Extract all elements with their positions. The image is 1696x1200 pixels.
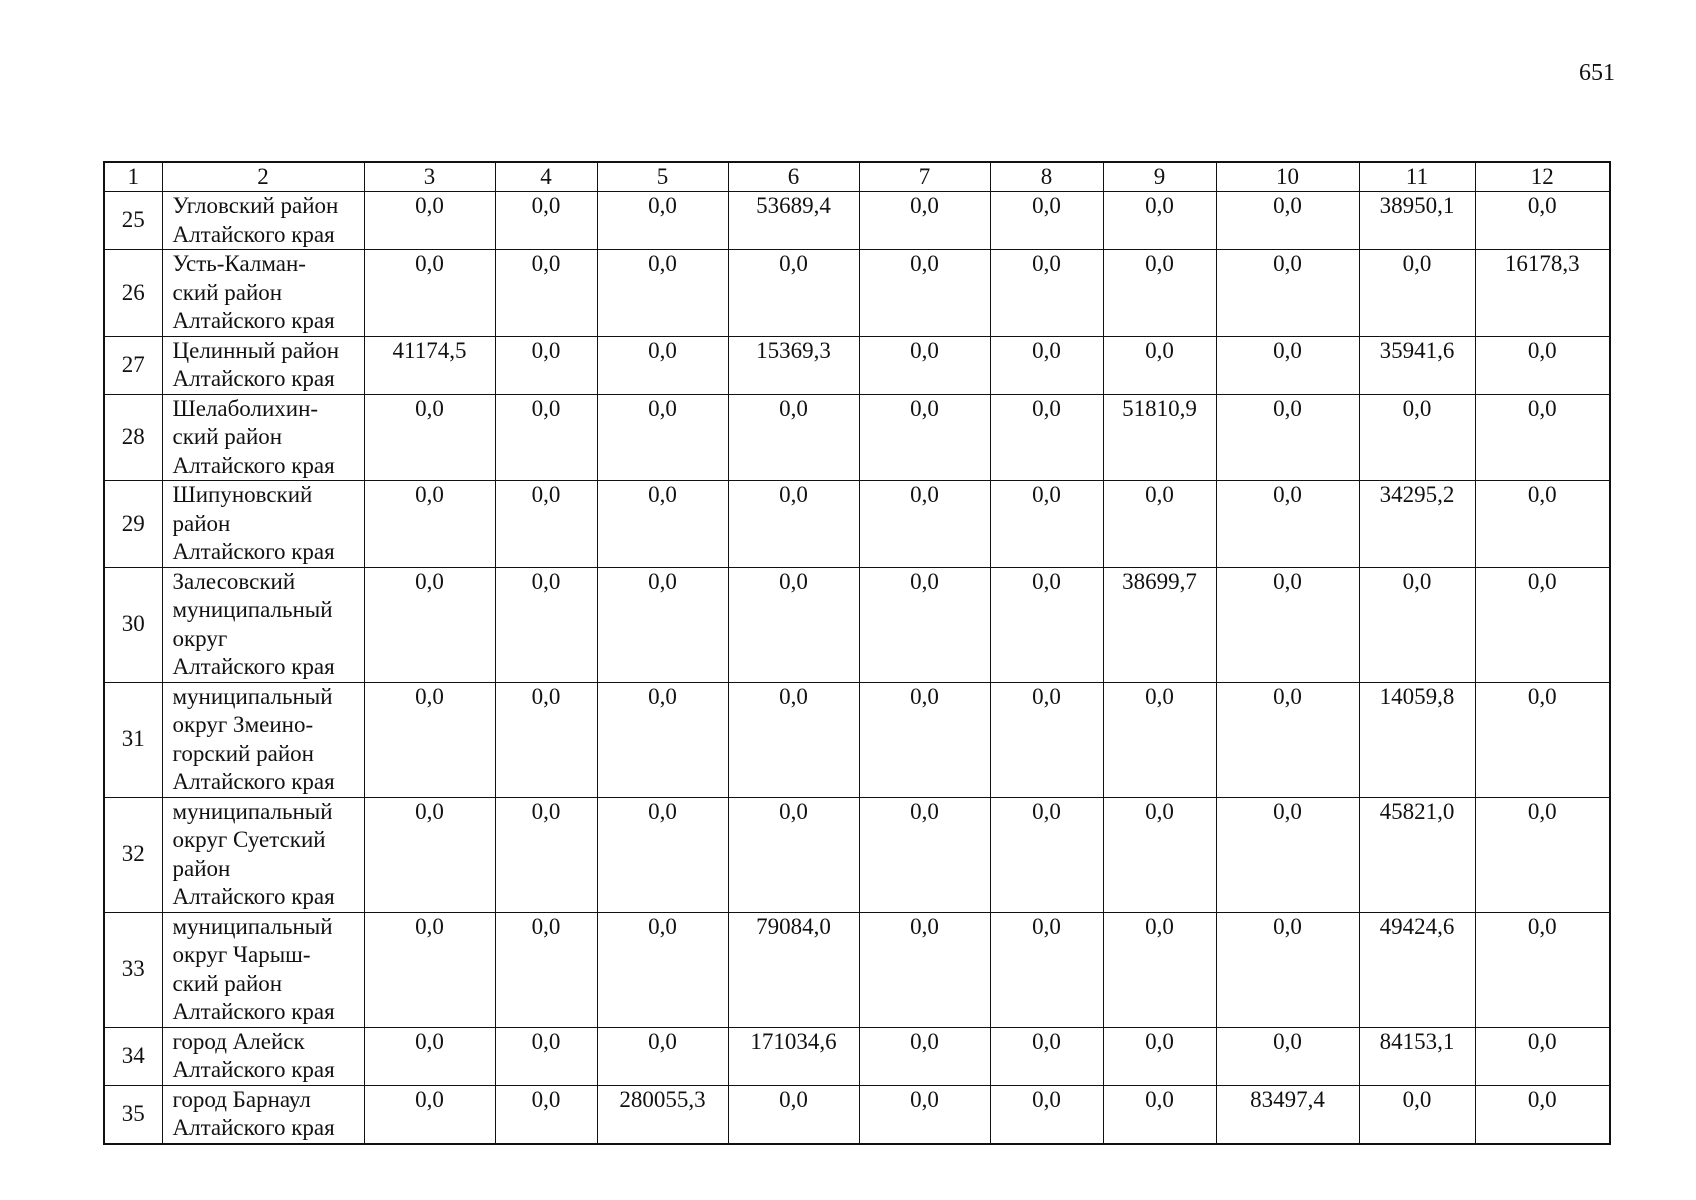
row-number: 25: [104, 192, 162, 250]
value-cell-col-3: 0,0: [364, 797, 495, 912]
value-cell-col-11: 84153,1: [1359, 1027, 1475, 1085]
value-cell-col-11: 0,0: [1359, 250, 1475, 337]
value-cell-col-8: 0,0: [990, 567, 1103, 682]
row-name-line: Алтайского края: [172, 221, 335, 247]
row-name-line: Алтайского края: [172, 366, 335, 391]
row-name: [162, 797, 364, 912]
row-name-line: Шипуновский: [172, 482, 313, 507]
column-header-9: 9: [1103, 162, 1216, 192]
value-cell-col-6: 0,0: [728, 394, 859, 481]
value-cell-col-7: 0,0: [859, 250, 990, 337]
data-table: [103, 161, 1611, 1145]
row-number: 33: [104, 912, 162, 1027]
value-cell-col-7: 0,0: [859, 481, 990, 568]
column-header-6: 6: [728, 162, 859, 192]
value-cell-col-6: 0,0: [728, 250, 859, 337]
value-cell-col-9: 0,0: [1103, 912, 1216, 1027]
value-cell-col-8: 0,0: [990, 912, 1103, 1027]
row-name-line: округ: [172, 625, 228, 651]
value-cell-col-8: 0,0: [990, 192, 1103, 250]
value-cell-col-5: 0,0: [597, 567, 728, 682]
value-cell-col-12: 0,0: [1475, 1027, 1610, 1085]
value-cell-col-8: 0,0: [990, 481, 1103, 568]
value-cell-col-10: 0,0: [1216, 336, 1359, 394]
value-cell-col-4: 0,0: [495, 192, 597, 250]
value-cell-col-4: 0,0: [495, 912, 597, 1027]
row-name: [162, 682, 364, 797]
column-header-7: 7: [859, 162, 990, 192]
value-cell-col-12: 0,0: [1475, 394, 1610, 481]
value-cell-col-6: 79084,0: [728, 912, 859, 1027]
value-cell-col-11: 0,0: [1359, 567, 1475, 682]
row-name-line: Алтайского края: [172, 308, 335, 333]
column-header-2: 2: [162, 162, 364, 192]
value-cell-col-6: 0,0: [728, 1085, 859, 1144]
row-number: 29: [104, 481, 162, 568]
row-name-line: муниципальный: [172, 913, 333, 939]
row-name-line: Алтайского края: [172, 884, 335, 909]
value-cell-col-6: 0,0: [728, 481, 859, 568]
value-cell-col-4: 0,0: [495, 567, 597, 682]
value-cell-col-10: 0,0: [1216, 567, 1359, 682]
table-row: [104, 394, 1610, 481]
value-cell-col-8: 0,0: [990, 1085, 1103, 1144]
value-cell-col-5: 280055,3: [597, 1085, 728, 1144]
table-row: [104, 250, 1610, 337]
value-cell-col-9: 0,0: [1103, 250, 1216, 337]
value-cell-col-5: 0,0: [597, 250, 728, 337]
value-cell-col-12: 0,0: [1475, 682, 1610, 797]
value-cell-col-8: 0,0: [990, 336, 1103, 394]
table-row: [104, 481, 1610, 568]
value-cell-col-11: 49424,6: [1359, 912, 1475, 1027]
row-name-line: Угловский район: [172, 193, 339, 218]
value-cell-col-4: 0,0: [495, 1027, 597, 1085]
row-name-line: округ Чарыш-: [172, 942, 311, 967]
value-cell-col-9: 0,0: [1103, 481, 1216, 568]
row-name-line: Шелаболихин-: [172, 395, 319, 421]
value-cell-col-3: 41174,5: [364, 336, 495, 394]
value-cell-col-10: 0,0: [1216, 192, 1359, 250]
value-cell-col-3: 0,0: [364, 567, 495, 682]
table-row: [104, 1085, 1610, 1144]
column-header-5: 5: [597, 162, 728, 192]
table-row: [104, 1027, 1610, 1085]
value-cell-col-8: 0,0: [990, 682, 1103, 797]
column-header-1: 1: [104, 162, 162, 192]
value-cell-col-5: 0,0: [597, 1027, 728, 1085]
row-name-line: муниципальный: [172, 597, 333, 622]
value-cell-col-12: 0,0: [1475, 336, 1610, 394]
row-name-line: город Барнаул: [172, 1086, 311, 1112]
value-cell-col-4: 0,0: [495, 1085, 597, 1144]
value-cell-col-3: 0,0: [364, 192, 495, 250]
value-cell-col-12: 0,0: [1475, 1085, 1610, 1144]
value-cell-col-3: 0,0: [364, 1085, 495, 1144]
value-cell-col-11: 45821,0: [1359, 797, 1475, 912]
value-cell-col-6: 15369,3: [728, 336, 859, 394]
value-cell-col-7: 0,0: [859, 567, 990, 682]
row-number: 31: [104, 682, 162, 797]
value-cell-col-9: 0,0: [1103, 1085, 1216, 1144]
row-name: [162, 567, 364, 682]
value-cell-col-4: 0,0: [495, 336, 597, 394]
column-header-3: 3: [364, 162, 495, 192]
value-cell-col-11: 0,0: [1359, 1085, 1475, 1144]
row-name-line: город Алейск: [172, 1028, 305, 1054]
value-cell-col-3: 0,0: [364, 250, 495, 337]
value-cell-col-4: 0,0: [495, 797, 597, 912]
row-name-line: горский район: [172, 740, 314, 766]
row-name: [162, 1085, 364, 1144]
row-number: 28: [104, 394, 162, 481]
value-cell-col-11: 14059,8: [1359, 682, 1475, 797]
value-cell-col-5: 0,0: [597, 912, 728, 1027]
row-name-line: муниципальный: [172, 683, 333, 709]
value-cell-col-5: 0,0: [597, 797, 728, 912]
row-number: 32: [104, 797, 162, 912]
row-number: 30: [104, 567, 162, 682]
value-cell-col-8: 0,0: [990, 797, 1103, 912]
value-cell-col-12: 0,0: [1475, 912, 1610, 1027]
value-cell-col-9: 0,0: [1103, 192, 1216, 250]
table-row: [104, 567, 1610, 682]
value-cell-col-8: 0,0: [990, 250, 1103, 337]
value-cell-col-7: 0,0: [859, 797, 990, 912]
row-number: 34: [104, 1027, 162, 1085]
value-cell-col-8: 0,0: [990, 394, 1103, 481]
value-cell-col-10: 0,0: [1216, 1027, 1359, 1085]
table-row: [104, 912, 1610, 1027]
row-name-line: Залесовский: [172, 568, 296, 594]
value-cell-col-10: 0,0: [1216, 394, 1359, 481]
row-name-line: округ Змеино-: [172, 712, 314, 737]
table-row: [104, 797, 1610, 912]
row-number: 26: [104, 250, 162, 337]
value-cell-col-3: 0,0: [364, 682, 495, 797]
value-cell-col-7: 0,0: [859, 336, 990, 394]
value-cell-col-6: 0,0: [728, 682, 859, 797]
table-row: [104, 336, 1610, 394]
value-cell-col-6: 0,0: [728, 797, 859, 912]
value-cell-col-10: 0,0: [1216, 797, 1359, 912]
page-number: 651: [1579, 60, 1615, 86]
value-cell-col-6: 53689,4: [728, 192, 859, 250]
value-cell-col-5: 0,0: [597, 336, 728, 394]
value-cell-col-5: 0,0: [597, 192, 728, 250]
row-name-line: Алтайского края: [172, 452, 335, 478]
row-name: [162, 912, 364, 1027]
value-cell-col-10: 0,0: [1216, 682, 1359, 797]
column-header-12: 12: [1475, 162, 1610, 192]
value-cell-col-6: 171034,6: [728, 1027, 859, 1085]
row-name-line: Алтайского края: [172, 999, 335, 1024]
row-name-line: Алтайского края: [172, 654, 335, 679]
value-cell-col-12: 0,0: [1475, 192, 1610, 250]
value-cell-col-12: 0,0: [1475, 481, 1610, 568]
row-name-line: район: [172, 510, 231, 536]
value-cell-col-11: 0,0: [1359, 394, 1475, 481]
value-cell-col-7: 0,0: [859, 1085, 990, 1144]
value-cell-col-5: 0,0: [597, 481, 728, 568]
value-cell-col-6: 0,0: [728, 567, 859, 682]
table-row: [104, 192, 1610, 250]
value-cell-col-4: 0,0: [495, 250, 597, 337]
row-name-line: ский район: [172, 970, 283, 996]
column-header-11: 11: [1359, 162, 1475, 192]
row-name-line: округ Суетский: [172, 827, 326, 852]
value-cell-col-11: 34295,2: [1359, 481, 1475, 568]
value-cell-col-9: 0,0: [1103, 797, 1216, 912]
value-cell-col-10: 0,0: [1216, 912, 1359, 1027]
value-cell-col-3: 0,0: [364, 481, 495, 568]
row-name: [162, 394, 364, 481]
value-cell-col-7: 0,0: [859, 192, 990, 250]
column-header-8: 8: [990, 162, 1103, 192]
value-cell-col-12: 0,0: [1475, 797, 1610, 912]
row-number: 35: [104, 1085, 162, 1144]
value-cell-col-9: 0,0: [1103, 682, 1216, 797]
value-cell-col-10: 0,0: [1216, 250, 1359, 337]
row-name: [162, 1027, 364, 1085]
row-name-line: Целинный район: [172, 337, 340, 363]
value-cell-col-3: 0,0: [364, 394, 495, 481]
value-cell-col-10: 83497,4: [1216, 1085, 1359, 1144]
row-name: [162, 336, 364, 394]
value-cell-col-9: 51810,9: [1103, 394, 1216, 481]
value-cell-col-9: 38699,7: [1103, 567, 1216, 682]
value-cell-col-5: 0,0: [597, 394, 728, 481]
value-cell-col-4: 0,0: [495, 682, 597, 797]
row-name-line: район: [172, 855, 231, 881]
table-row: [104, 682, 1610, 797]
column-header-4: 4: [495, 162, 597, 192]
row-name: [162, 481, 364, 568]
row-number: 27: [104, 336, 162, 394]
row-name-line: Усть-Калман-: [172, 251, 306, 276]
value-cell-col-7: 0,0: [859, 394, 990, 481]
row-name-line: Алтайского края: [172, 539, 335, 564]
value-cell-col-4: 0,0: [495, 394, 597, 481]
value-cell-col-4: 0,0: [495, 481, 597, 568]
value-cell-col-9: 0,0: [1103, 1027, 1216, 1085]
value-cell-col-10: 0,0: [1216, 481, 1359, 568]
value-cell-col-5: 0,0: [597, 682, 728, 797]
value-cell-col-3: 0,0: [364, 1027, 495, 1085]
value-cell-col-7: 0,0: [859, 1027, 990, 1085]
value-cell-col-11: 35941,6: [1359, 336, 1475, 394]
row-name: [162, 192, 364, 250]
column-header-10: 10: [1216, 162, 1359, 192]
value-cell-col-7: 0,0: [859, 912, 990, 1027]
row-name-line: ский район: [172, 424, 283, 449]
row-name: [162, 250, 364, 337]
row-name-line: Алтайского края: [172, 1115, 335, 1140]
value-cell-col-7: 0,0: [859, 682, 990, 797]
value-cell-col-12: 0,0: [1475, 567, 1610, 682]
row-name-line: Алтайского края: [172, 769, 335, 794]
row-name-line: Алтайского края: [172, 1057, 335, 1082]
value-cell-col-3: 0,0: [364, 912, 495, 1027]
value-cell-col-8: 0,0: [990, 1027, 1103, 1085]
value-cell-col-12: 16178,3: [1475, 250, 1610, 337]
header-row: [104, 162, 1610, 192]
value-cell-col-11: 38950,1: [1359, 192, 1475, 250]
value-cell-col-9: 0,0: [1103, 336, 1216, 394]
row-name-line: ский район: [172, 279, 283, 305]
row-name-line: муниципальный: [172, 798, 333, 824]
